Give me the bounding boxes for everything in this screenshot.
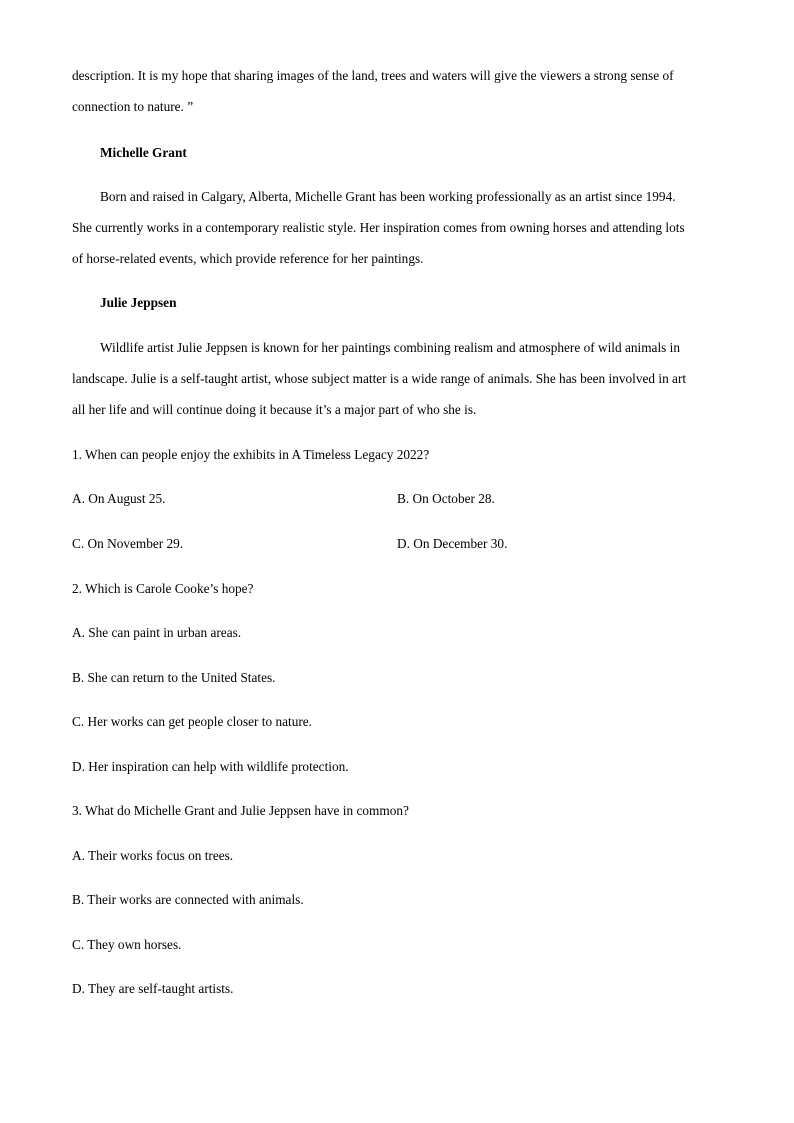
michelle-line-2: She currently works in a contemporary realistic style. Her inspiration comes from owning horses and attending lots <box>72 220 685 235</box>
question-2-option-a: A. She can paint in urban areas. <box>72 625 242 640</box>
question-1-option-c: C. On November 29. <box>72 536 184 551</box>
question-1-stem: 1. When can people enjoy the exhibits in A Timeless Legacy 2022? <box>72 447 430 462</box>
michelle-line-3: of horse-related events, which provide reference for her paintings. <box>72 251 424 266</box>
julie-line-3: all her life and will continue doing it because it’s a major part of who she is. <box>72 402 477 417</box>
question-2-option-b: B. She can return to the United States. <box>72 670 276 685</box>
question-1-option-b: B. On October 28. <box>397 491 495 506</box>
michelle-line-1: Born and raised in Calgary, Alberta, Michelle Grant has been working professionally as an artist since 1994. <box>100 189 676 204</box>
question-2-stem: 2. Which is Carole Cooke’s hope? <box>72 581 254 596</box>
michelle-heading: Michelle Grant <box>100 145 187 160</box>
question-1-option-d: D. On December 30. <box>397 536 508 551</box>
question-3-option-d: D. They are self-taught artists. <box>72 981 234 996</box>
julie-line-2: landscape. Julie is a self-taught artist, whose subject matter is a wide range of animals. She has been involved in art <box>72 371 687 386</box>
question-2-option-d: D. Her inspiration can help with wildlife protection. <box>72 759 349 774</box>
intro-line-1: description. It is my hope that sharing images of the land, trees and waters will give the viewers a strong sense of <box>72 68 674 83</box>
question-1-option-a: A. On August 25. <box>72 491 166 506</box>
intro-line-2: connection to nature. ” <box>72 99 194 114</box>
julie-heading: Julie Jeppsen <box>100 295 177 310</box>
question-3-stem: 3. What do Michelle Grant and Julie Jeppsen have in common? <box>72 803 409 818</box>
question-3-option-c: C. They own horses. <box>72 937 182 952</box>
question-3-option-b: B. Their works are connected with animals. <box>72 892 304 907</box>
julie-line-1: Wildlife artist Julie Jeppsen is known for her paintings combining realism and atmosphere of wild animals in <box>100 340 680 355</box>
question-3-option-a: A. Their works focus on trees. <box>72 848 234 863</box>
question-2-option-c: C. Her works can get people closer to nature. <box>72 714 312 729</box>
